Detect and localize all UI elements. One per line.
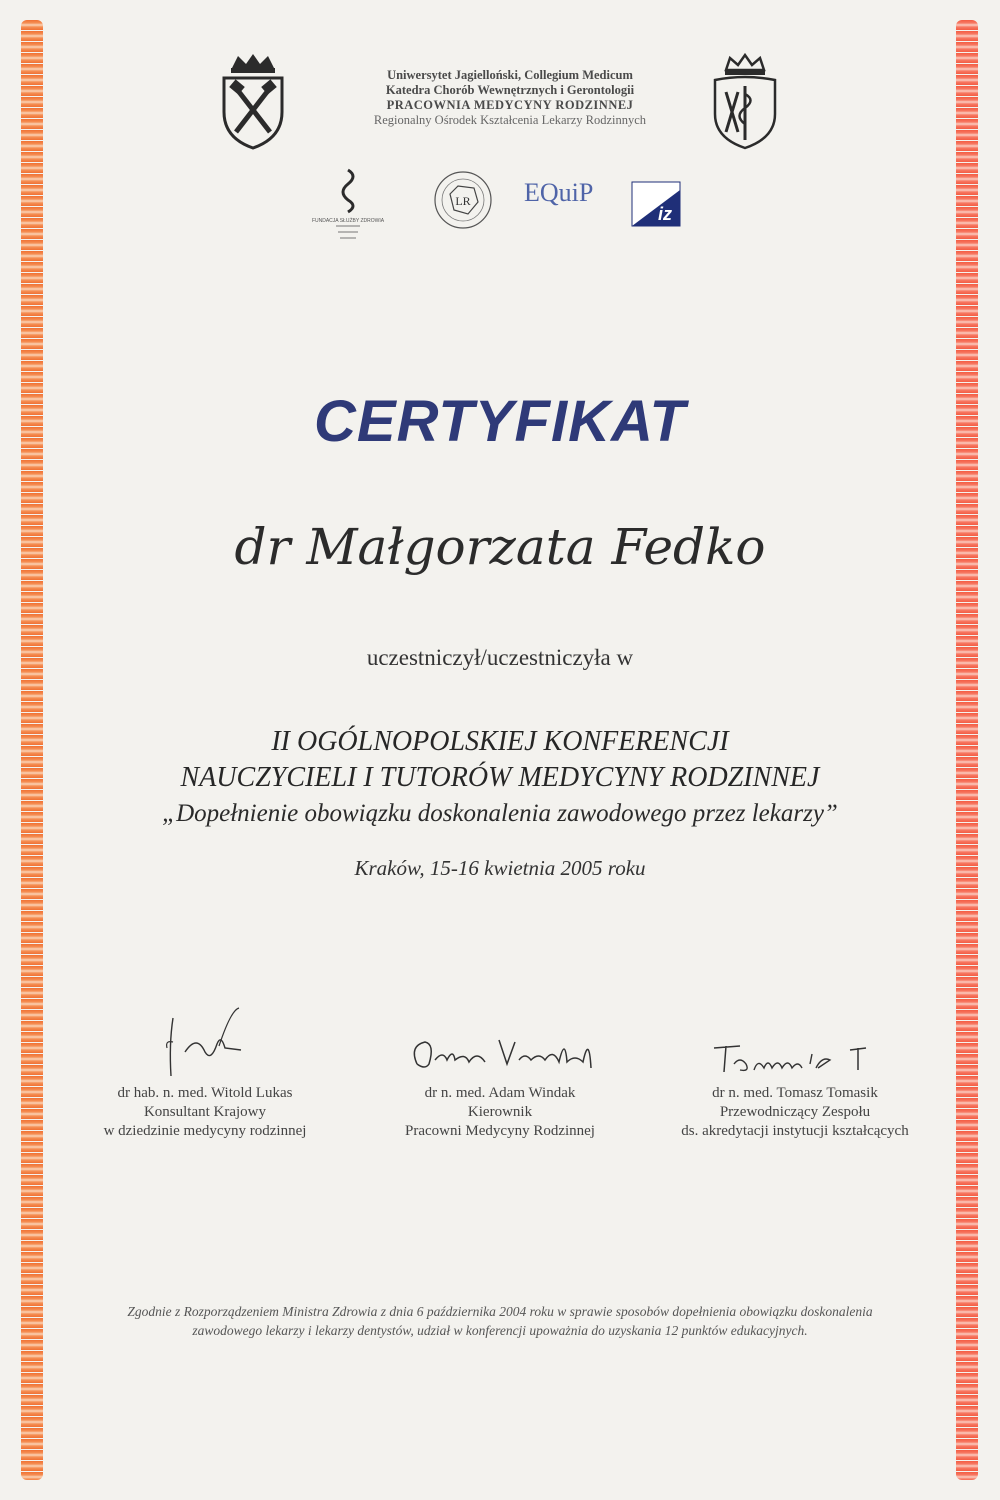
participation-text: uczestniczył/uczestniczyła w: [366, 645, 634, 670]
conference-line-2: NAUCZYCIELI I TUTORÓW MEDYCYNY RODZINNEJ: [180, 762, 820, 793]
handwritten-signature-windak: [395, 1024, 605, 1084]
equip-logo: EQuiP: [524, 178, 594, 207]
university-crest-icon: [218, 52, 288, 150]
footnote-line-2: zawodowego lekarzy i lekarzy dentystów, udział w konferencji upoważnia do uzyskania 12 punktów edukacyjnych.: [192, 1323, 808, 1338]
footnote-line-1: Zgodnie z Rozporządzeniem Ministra Zdrowia z dnia 6 października 2004 roku w sprawie sposobów dopełnienia obowiązku doskonalenia: [127, 1304, 873, 1319]
conference-subtitle: „Dopełnienie obowiązku doskonalenia zawodowego przez lekarzy”: [162, 800, 838, 827]
signatory-role-2a: Kierownik: [467, 1104, 533, 1120]
circle-seal-text: LR: [455, 194, 471, 208]
svg-text:iz: iz: [658, 204, 673, 224]
signatory-name-3: dr n. med. Tomasz Tomasik: [712, 1085, 878, 1101]
signatory-role-2b: Pracowni Medycyny Rodzinnej: [405, 1123, 595, 1139]
header-center: Regionalny Ośrodek Kształcenia Lekarzy Rodzinnych: [373, 113, 647, 127]
fundacja-logo-text: FUNDACJA SŁUŻBY ZDROWIA: [311, 218, 385, 224]
collegium-medicum-crest-icon: [710, 52, 780, 150]
institution-header: [300, 68, 720, 128]
signatory-role-3a: Przewodniczący Zespołu: [719, 1104, 871, 1120]
signatory-role-1a: Konsultant Krajowy: [143, 1104, 267, 1120]
signature-block-windak: [380, 1024, 620, 1141]
header-university: Uniwersytet Jagielloński, Collegium Medicum: [387, 68, 633, 82]
handwritten-signature-lukas: [145, 1004, 265, 1084]
iz-logo-icon: [630, 180, 682, 228]
conference-line-1: II OGÓLNOPOLSKIEJ KONFERENCJI: [271, 726, 729, 757]
signatory-name-1: dr hab. n. med. Witold Lukas: [117, 1085, 293, 1101]
conference-name: [0, 724, 1000, 796]
fundacja-logo-icon: [311, 166, 385, 250]
signature-block-tomasik: [650, 1034, 940, 1141]
signatory-role-3b: ds. akredytacji instytucji kształcących: [681, 1123, 909, 1139]
certificate-title: CERTYFIKAT: [314, 389, 686, 454]
recipient-name: dr Małgorzata Fedko: [234, 518, 766, 576]
header-department: Katedra Chorób Wewnętrznych i Gerontologii: [385, 83, 635, 97]
header-unit: PRACOWNIA MEDYCYNY RODZINNEJ: [386, 98, 634, 112]
signatory-name-2: dr n. med. Adam Windak: [424, 1085, 576, 1101]
place-and-date: Kraków, 15-16 kwietnia 2005 roku: [354, 856, 646, 880]
signatory-role-1b: w dziedzinie medycyny rodzinnej: [103, 1123, 307, 1139]
legal-footnote: [60, 1302, 940, 1340]
handwritten-signature-tomasik: [700, 1034, 890, 1084]
signature-block-lukas: [80, 1004, 330, 1141]
circle-seal-logo-icon: [428, 168, 498, 232]
